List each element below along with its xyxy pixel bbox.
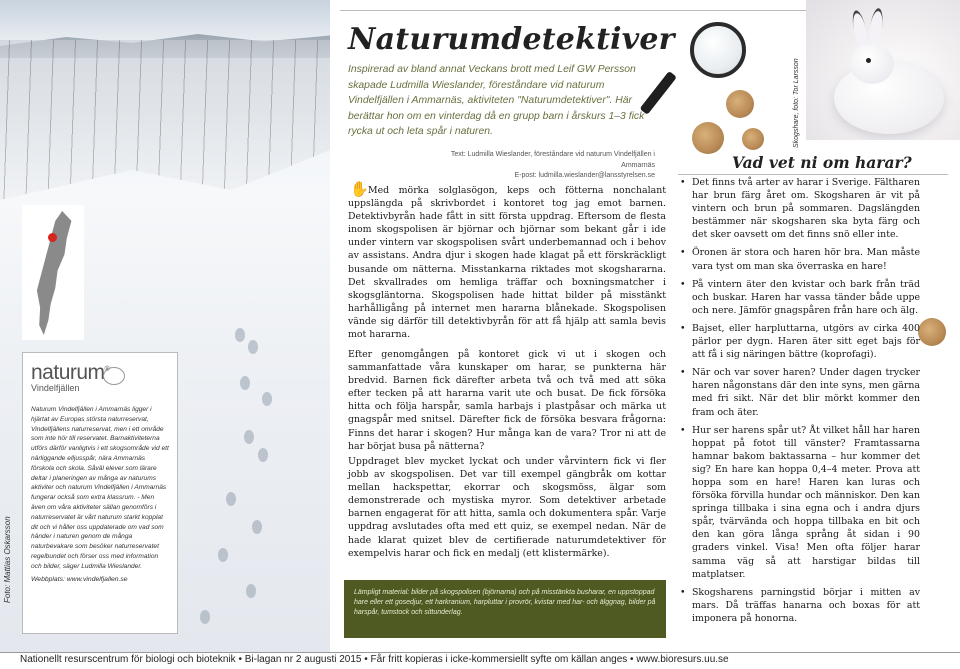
photo-credit: Foto: Mattias Oskarsson (3, 516, 12, 603)
naturum-description: Naturum Vindelfjällen i Ammarnäs ligger i hjärtat av Europas största naturreservat, Vindelfjällens naturreservat, men i ett område som inte hör till reservatet. Barnaktiviteterna utförs därför vanligtvis i ett skogsområde vid ett närliggande elljusspår, nära Ammarnäs förskola och skola. Såväl elever som lärare deltar i planeringen av många av naturums aktiviter och naturum Vindelfjällen i Ammarnäs fungerar också som extra klassrum. - Men även om våra aktiviteter sällan genomförs i naturreservatet är vårt naturum starkt kopplat dit och vi håller oss uppdaterade om vad som händer i naturen genom de många naturbevakare som besöker naturreservatet regelbundet och förser oss med information och bilder, säger Ludmilla Wieslander. (31, 406, 169, 570)
bullet-icon: • (680, 322, 686, 334)
bullet-icon: • (680, 177, 686, 188)
bullet-icon: • (680, 247, 686, 259)
bullet-icon: • (680, 424, 686, 436)
bullet-icon: • (680, 367, 686, 379)
list-item: • Öronen är stora och haren hör bra. Man måste vara tyst om man ska överraska en hare! (680, 247, 920, 272)
list-item: • När och var sover haren? Under dagen trycker haren någonstans där den inte syns, men gärna med fri sikt. När det blir mörkt kommer den fram och äter. (680, 367, 920, 418)
hare-pellet (918, 318, 946, 346)
sweden-map (22, 205, 84, 340)
naturum-logo: naturum® (31, 361, 110, 384)
author-credit (425, 150, 655, 182)
material-box: Lämpligt material: bilder på skogspolisen (björnarna) och på misstänkta busharar, en uppstoppad hare eller ett gosedjur, ett harkranium, harpluttar i provrör, kvistar med har- och älggnag, bilder på harspår, tumstock och sittunderlag. (344, 580, 666, 638)
snowshoe-hare-photo (806, 0, 960, 140)
sweden-outline (30, 211, 76, 335)
location-dot (48, 233, 57, 242)
top-divider (340, 10, 806, 11)
hare-eye (866, 58, 871, 63)
page-footer: Nationellt resurscentrum för biologi och bioteknik • Bi-lagan nr 2 augusti 2015 • Får fritt kopieras i icke-kommersiellt syfte om källan anges • www.bioresurs.uu.se (20, 654, 729, 665)
hare-track (218, 548, 228, 562)
naturum-subtitle: Vindelfjällen (31, 383, 80, 393)
hare-ear (867, 7, 884, 48)
photo-sky (0, 0, 330, 40)
pointing-hand-icon: ✋ (350, 180, 369, 198)
page-title: Naturumdetektiver (348, 22, 675, 57)
hare-pellet (726, 90, 754, 118)
author-line: Text: Ludmilla Wieslander, föreståndare vid naturum Vindelfjällen i Ammarnäs (450, 151, 655, 169)
hare-track (258, 448, 268, 462)
hare-photo-credit: Skogshare, foto: Tor Larsson (793, 58, 800, 148)
hare-logo-icon (103, 367, 125, 385)
hare-track (200, 610, 210, 624)
list-item: • Hur ser harens spår ut? Åt vilket håll har haren hoppat på fotot till vänster? Framtassarna hamnar bakom baktassarna – hur kommer det sig? En hare kan hoppa 0,4–4 meter. Prova att hoppa som en hare! Haren kan luras och försöka förvilla hundar och människor. Den kan springa tillbaka i sina egna och i andra djurs spår, tvärvända och hoppa tillbaka en bit och den kan göra långa språng åt sidan i 90 graders vinkel. Visa! Men ofta följer harar samma väg så att harstigar bildas till matplatser. (680, 424, 920, 580)
bullet-icon: • (680, 586, 686, 598)
footer-divider (0, 652, 960, 653)
hare-track (248, 340, 258, 354)
hare-facts-list (680, 176, 920, 630)
hare-head (850, 44, 894, 84)
list-item: • Skogsharens parningstid börjar i mitten av mars. Då träffas hanarna och boxas för att imponera på honorna. (680, 586, 920, 624)
bullet-icon: • (680, 278, 686, 290)
list-item: • Bajset, eller harpluttarna, utgörs av cirka 400 pärlor per dygn. Haren äter sitt eget bajs för att få i sig näringen bättre (koprofagi). (680, 322, 920, 361)
hare-track (252, 520, 262, 534)
hare-track (244, 430, 254, 444)
sidebar-divider (678, 174, 948, 175)
hare-track (226, 492, 236, 506)
magnifying-glass-icon (690, 22, 746, 78)
sidebar-title: Vad vet ni om harar? (732, 153, 912, 172)
hare-pellet (692, 122, 724, 154)
naturum-info-box (22, 352, 178, 634)
hare-pellet (742, 128, 764, 150)
hare-track (246, 584, 256, 598)
body-paragraph-3: Uppdraget blev mycket lyckat och under vårvintern fick vi fler jobb av skogspolisen. Det var till exempel gängbråk om kottar mellan hackspettar, ekorrar och skogsmöss, älgar som demonstrerade och mystiska myror. Som detektiver arbetade barnen engagerat för att hitta, samla och dokumentera spår. Varje uppdrag avslutades ofta med ett quiz, se exempel nedan. När de hade klarat quizet blev de certifierade naturumdetektiver för exempelvis harar och fick en medalj (ett klistermärke). (348, 456, 666, 559)
hare-track (235, 328, 245, 342)
intro-text: Inspirerad av bland annat Veckans brott med Leif GW Persson skapade Ludmilla Wieslander, föreståndare vid naturum Vindelfjällen i Ammarnäs, aktiviteten "Naturumdetektiver". Här berättar hon om en vinterdag då en grupp barn i årskurs 1–3 fick rycka ut och leta spår i naturen. (348, 64, 645, 137)
body-paragraph-1: Med mörka solglasögon, keps och fötterna nonchalant uppslängda på skrivbordet i kontoret tog jag emot barnen. Detektivbyrån hade fått in sitt första uppdrag. Eftersom de flesta inom skogspolisen är björnar och björnar som bekant går i ide under vintern var skogspolisen svårt underbemannad och i behov av assistans. Andra djur i skogen hade klagat på ett förskräckligt busande om nätterna. Misstankarna riktades mot skogshararna. Det skvallrades om hemliga träffar och boxningsmatcher i skogsgläntorna. Skogspolisen hade hittat bilder på misstänkt harhålligång på internet men hararna blånekade. Skogspolisen vände sig därför till detektivbyrån för att få hjälp att samla bevis mot hararna. (348, 185, 666, 341)
list-item: • På vintern äter den kvistar och bark från träd och buskar. Haren har vassa tänder både uppe och nere. Jämför gnagspåren från hare och älg. (680, 278, 920, 316)
hare-track (262, 392, 272, 406)
hare-track (240, 376, 250, 390)
naturum-website: Webbplats: www.vindelfjallen.se (31, 575, 128, 583)
list-item: • Det finns två arter av harar i Sverige. Fältharen har brun färg året om. Skogsharen är vit på vintern och brun på sommaren. Dagslängden bestämmer när skogsharen ska byta färg och det sker oavsett om det finns snö eller inte. (680, 177, 920, 241)
author-email: E-post: ludmilla.wieslander@lansstyrelsen.se (514, 172, 655, 179)
body-paragraph-2: Efter genomgången på kontoret gick vi ut i skogen och sammanfattade våra kunskaper om harar, se punkterna här bredvid. Barnen fick därefter arbeta två och två med att söka efter tecken på att hararna varit ute och busat. De fick försöka hitta och följa harspår, samla harbajs i plastpåsar och märka ut gnagspår med snitsel. Därefter fick de försöka besvara frågorna: Finns det harar i skogen? Hur många kan de vara? Tror ni att de har börjat busa på nätterna? (348, 349, 666, 452)
